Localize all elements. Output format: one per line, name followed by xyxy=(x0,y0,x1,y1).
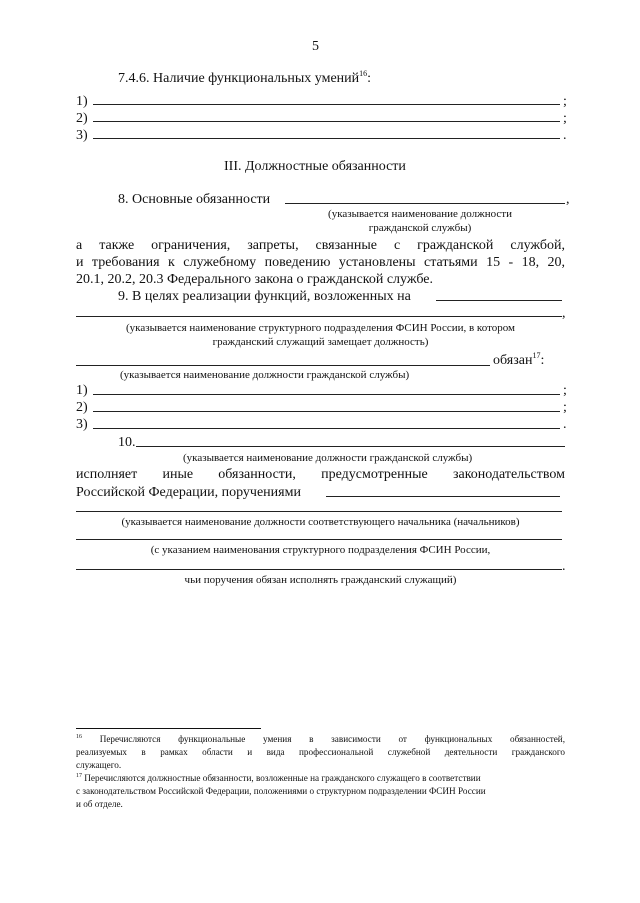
skill-number-3: 3) xyxy=(76,128,88,143)
item-9-text: 9. В целях реализации функций, возложенных на xyxy=(118,289,411,304)
item-9-hint-position: (указывается наименование должности гражданской службы) xyxy=(120,369,410,381)
section-3-title: III. Должностные обязанности xyxy=(224,159,406,174)
footnote-ref-17: 17 xyxy=(532,351,541,360)
skill-line-1[interactable] xyxy=(93,104,560,105)
item-8-para-2: и требования к служебному поведению установлены статьями 15 - 18, 20, xyxy=(76,255,565,270)
item-10-hint-unit: (с указанием наименования структурного подразделения ФСИН России, xyxy=(150,544,491,556)
duty-line-2[interactable] xyxy=(93,411,560,412)
footnote-separator xyxy=(76,728,261,729)
duty-number-1: 1) xyxy=(76,383,88,398)
item-10-period: . xyxy=(562,559,566,574)
duty-end-2: ; xyxy=(563,400,567,415)
skill-end-3: . xyxy=(563,128,567,143)
item-10-chief-line-b[interactable] xyxy=(76,511,562,512)
item-9-unit-line-b[interactable] xyxy=(76,316,562,317)
skill-line-3[interactable] xyxy=(93,138,560,139)
item-9-unit-line-a[interactable] xyxy=(436,300,562,301)
duty-number-3: 3) xyxy=(76,417,88,432)
duty-end-1: ; xyxy=(563,383,567,398)
duty-end-3: . xyxy=(563,417,567,432)
footnote-17-line-1 xyxy=(76,772,481,785)
skill-number-2: 2) xyxy=(76,111,88,126)
item-8-label: 8. Основные обязанности xyxy=(118,192,271,207)
skill-line-2[interactable] xyxy=(93,121,560,122)
footnote-16-text-1: Перечисляются функциональные умения в зависимости от функциональных обязанностей, xyxy=(99,734,566,744)
footnote-16-line-3: служащего. xyxy=(76,760,122,770)
skill-end-2: ; xyxy=(563,111,567,126)
skill-number-1: 1) xyxy=(76,94,88,109)
item-8-comma: , xyxy=(566,192,570,207)
item-10-hint-chief: (указывается наименование должности соответствующего начальника (начальников) xyxy=(121,516,520,528)
footnote-ref-16: 16 xyxy=(359,69,368,78)
item-8-hint-1: (указывается наименование должности xyxy=(328,208,512,220)
footnote-17-text-1: Перечисляются должностные обязанности, возложенные на гражданского служащего в соответствии xyxy=(84,773,481,783)
footnote-16-line-1 xyxy=(76,733,565,746)
item-10-para-1: исполняет иные обязанности, предусмотренные законодательством xyxy=(76,467,565,482)
item-9-position-line[interactable] xyxy=(76,365,490,366)
item-10-label: 10. xyxy=(118,435,136,450)
item-8-hint-2: гражданской службы) xyxy=(368,222,472,234)
obliged-word: обязан xyxy=(493,353,533,368)
item-9-obliged xyxy=(493,352,544,369)
item-10-position-line[interactable] xyxy=(136,446,565,447)
item-9-comma: , xyxy=(562,306,566,321)
footnote-17-line-2: с законодательством Российской Федерации, положениями о структурном подразделении ФСИН России xyxy=(76,786,486,796)
item-10-para-2: Российской Федерации, поручениями xyxy=(76,485,301,500)
item-10-chief-line-a[interactable] xyxy=(326,496,560,497)
item-10-hint-position: (указывается наименование должности гражданской службы) xyxy=(183,452,473,464)
item-10-whose-line[interactable] xyxy=(76,569,562,570)
footnote-17-line-3: и об отделе. xyxy=(76,799,123,809)
item-8-position-line[interactable] xyxy=(285,203,565,204)
obliged-colon: : xyxy=(540,353,545,368)
page-number: 5 xyxy=(312,39,319,54)
footnote-17-mark: 17 xyxy=(76,773,82,779)
item-8-para-1: а также ограничения, запреты, связанные с гражданской службой, xyxy=(76,238,565,253)
footnote-16-line-2: реализуемых в рамках области и вида профессиональной служебной деятельности гражданского xyxy=(76,747,565,757)
footnote-16-mark: 16 xyxy=(76,734,82,740)
item-10-unit-line[interactable] xyxy=(76,539,562,540)
duty-number-2: 2) xyxy=(76,400,88,415)
item-7-4-6-heading: 7.4.6. Наличие функциональных умений$^{16}$: xyxy=(118,69,372,86)
skill-end-1: ; xyxy=(563,94,567,109)
duty-line-1[interactable] xyxy=(93,394,560,395)
item-10-hint-whose: чьи поручения обязан исполнять гражданский служащий) xyxy=(184,574,457,586)
item-8-para-3: 20.1, 20.2, 20.3 Федерального закона о гражданской службе. xyxy=(76,272,433,287)
item-9-hint-1: (указывается наименование структурного подразделения ФСИН России, в котором xyxy=(126,322,515,334)
duty-line-3[interactable] xyxy=(93,428,560,429)
item-9-hint-2: гражданский служащий замещает должность) xyxy=(212,336,429,348)
item-7-4-6-heading-text: 7.4.6. Наличие функциональных умений xyxy=(118,71,360,86)
